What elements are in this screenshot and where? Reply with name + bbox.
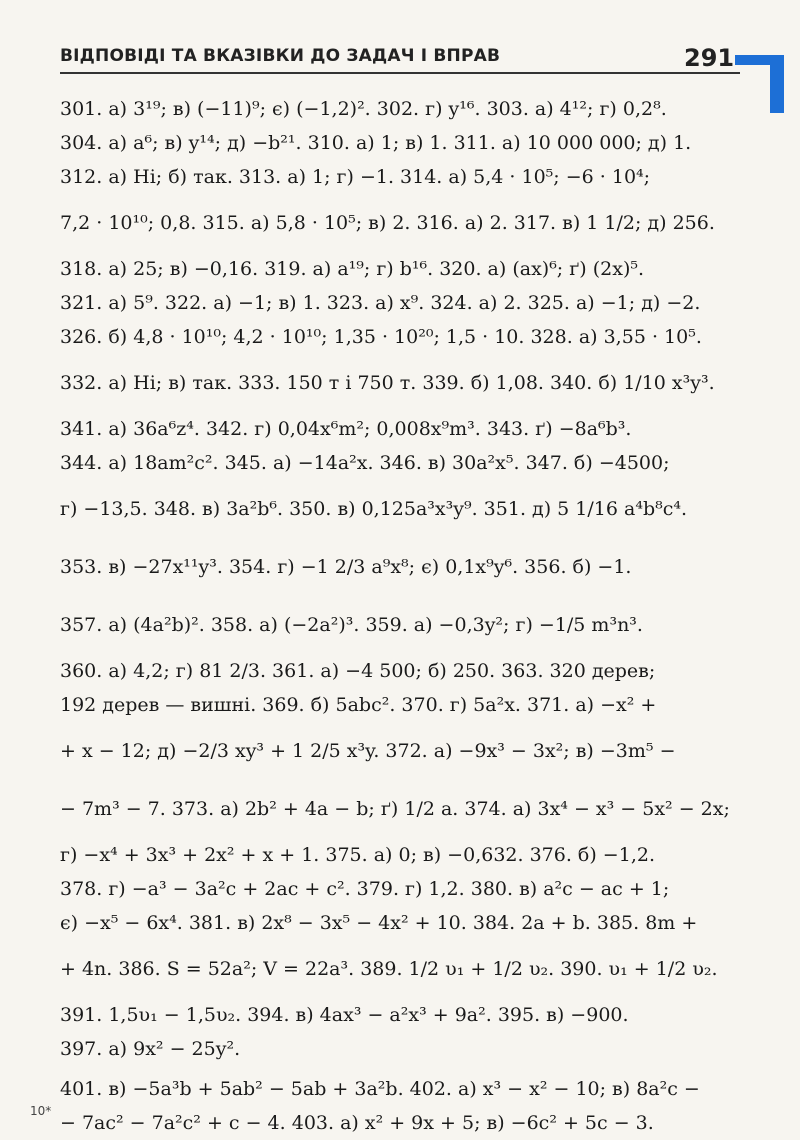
page-number: 291 (684, 44, 735, 72)
answer-line: 312. а) Ні; б) так. 313. а) 1; г) −1. 314. а) 5,4 · 10⁵; −6 · 10⁴; (60, 166, 651, 188)
answer-line: 378. г) −a³ − 3a²c + 2ac + c². 379. г) 1,2. 380. в) a²c − ac + 1; (60, 878, 670, 900)
answer-line: 7,2 · 10¹⁰; 0,8. 315. а) 5,8 · 10⁵; в) 2. 316. а) 2. 317. в) 1 1/2; д) 256. (60, 212, 715, 234)
answer-line: 357. а) (4a²b)². 358. а) (−2a²)³. 359. а) −0,3y²; г) −1/5 m³n³. (60, 614, 643, 636)
answer-line: 391. 1,5υ₁ − 1,5υ₂. 394. в) 4ax³ − a²x³ + 9a². 395. в) −900. (60, 1004, 629, 1026)
answer-line: − 7m³ − 7. 373. а) 2b² + 4a − b; ґ) 1/2 a. 374. а) 3x⁴ − x³ − 5x² − 2x; (60, 798, 730, 820)
signature-mark: 10* (30, 1104, 52, 1118)
answer-line: 326. б) 4,8 · 10¹⁰; 4,2 · 10¹⁰; 1,35 · 10²⁰; 1,5 · 10. 328. а) 3,55 · 10⁵. (60, 326, 702, 348)
header-rule (60, 72, 740, 74)
answer-line: є) −x⁵ − 6x⁴. 381. в) 2x⁸ − 3x⁵ − 4x² + 10. 384. 2a + b. 385. 8m + (60, 912, 698, 934)
answer-line: 341. а) 36a⁶z⁴. 342. г) 0,04x⁶m²; 0,008x⁹m³. 343. ґ) −8a⁶b³. (60, 418, 632, 440)
answer-line: 401. в) −5a³b + 5ab² − 5ab + 3a²b. 402. а) x³ − x² − 10; в) 8a²c − (60, 1078, 700, 1100)
answer-line: + x − 12; д) −2/3 xy³ + 1 2/5 x³y. 372. а) −9x³ − 3x²; в) −3m⁵ − (60, 740, 676, 762)
answer-line: 332. а) Ні; в) так. 333. 150 т і 750 т. 339. б) 1,08. 340. б) 1/10 x³y³. (60, 372, 715, 394)
answer-line: + 4n. 386. S = 52a²; V = 22a³. 389. 1/2 υ₁ + 1/2 υ₂. 390. υ₁ + 1/2 υ₂. (60, 958, 718, 980)
header-title: ВІДПОВІДІ ТА ВКАЗІВКИ ДО ЗАДАЧ І ВПРАВ (60, 46, 501, 66)
answer-line: 321. а) 5⁹. 322. а) −1; в) 1. 323. а) x⁹. 324. а) 2. 325. а) −1; д) −2. (60, 292, 701, 314)
answer-line: 304. а) a⁶; в) y¹⁴; д) −b²¹. 310. а) 1; в) 1. 311. а) 10 000 000; д) 1. (60, 132, 692, 154)
answer-line: 353. в) −27x¹¹y³. 354. г) −1 2/3 a⁹x⁸; є) 0,1x⁹y⁶. 356. б) −1. (60, 556, 632, 578)
answer-line: 344. а) 18am²c². 345. а) −14a²x. 346. в) 30a²x⁵. 347. б) −4500; (60, 452, 670, 474)
answer-line: 318. а) 25; в) −0,16. 319. а) a¹⁹; г) b¹⁶. 320. а) (ax)⁶; ґ) (2x)⁵. (60, 258, 645, 280)
answer-line: г) −13,5. 348. в) 3a²b⁶. 350. в) 0,125a³x³y⁹. 351. д) 5 1/16 a⁴b⁸c⁴. (60, 498, 688, 520)
running-header (60, 44, 740, 76)
answer-line: 301. а) 3¹⁹; в) (−11)⁹; є) (−1,2)². 302. г) y¹⁶. 303. а) 4¹²; г) 0,2⁸. (60, 98, 667, 120)
answer-line: 360. а) 4,2; г) 81 2/3. 361. а) −4 500; б) 250. 363. 320 дерев; (60, 660, 656, 682)
answer-line: г) −x⁴ + 3x³ + 2x² + x + 1. 375. а) 0; в) −0,632. 376. б) −1,2. (60, 844, 655, 866)
answer-line: − 7ac² − 7a²c² + c − 4. 403. а) x² + 9x + 5; в) −6c² + 5c − 3. (60, 1112, 654, 1134)
answers-block (60, 92, 740, 1140)
page-tab-marker-side (770, 55, 784, 113)
answer-line: 192 дерев — вишні. 369. б) 5abc². 370. г) 5a²x. 371. а) −x² + (60, 694, 657, 716)
answer-line: 397. а) 9x² − 25y². (60, 1038, 241, 1060)
